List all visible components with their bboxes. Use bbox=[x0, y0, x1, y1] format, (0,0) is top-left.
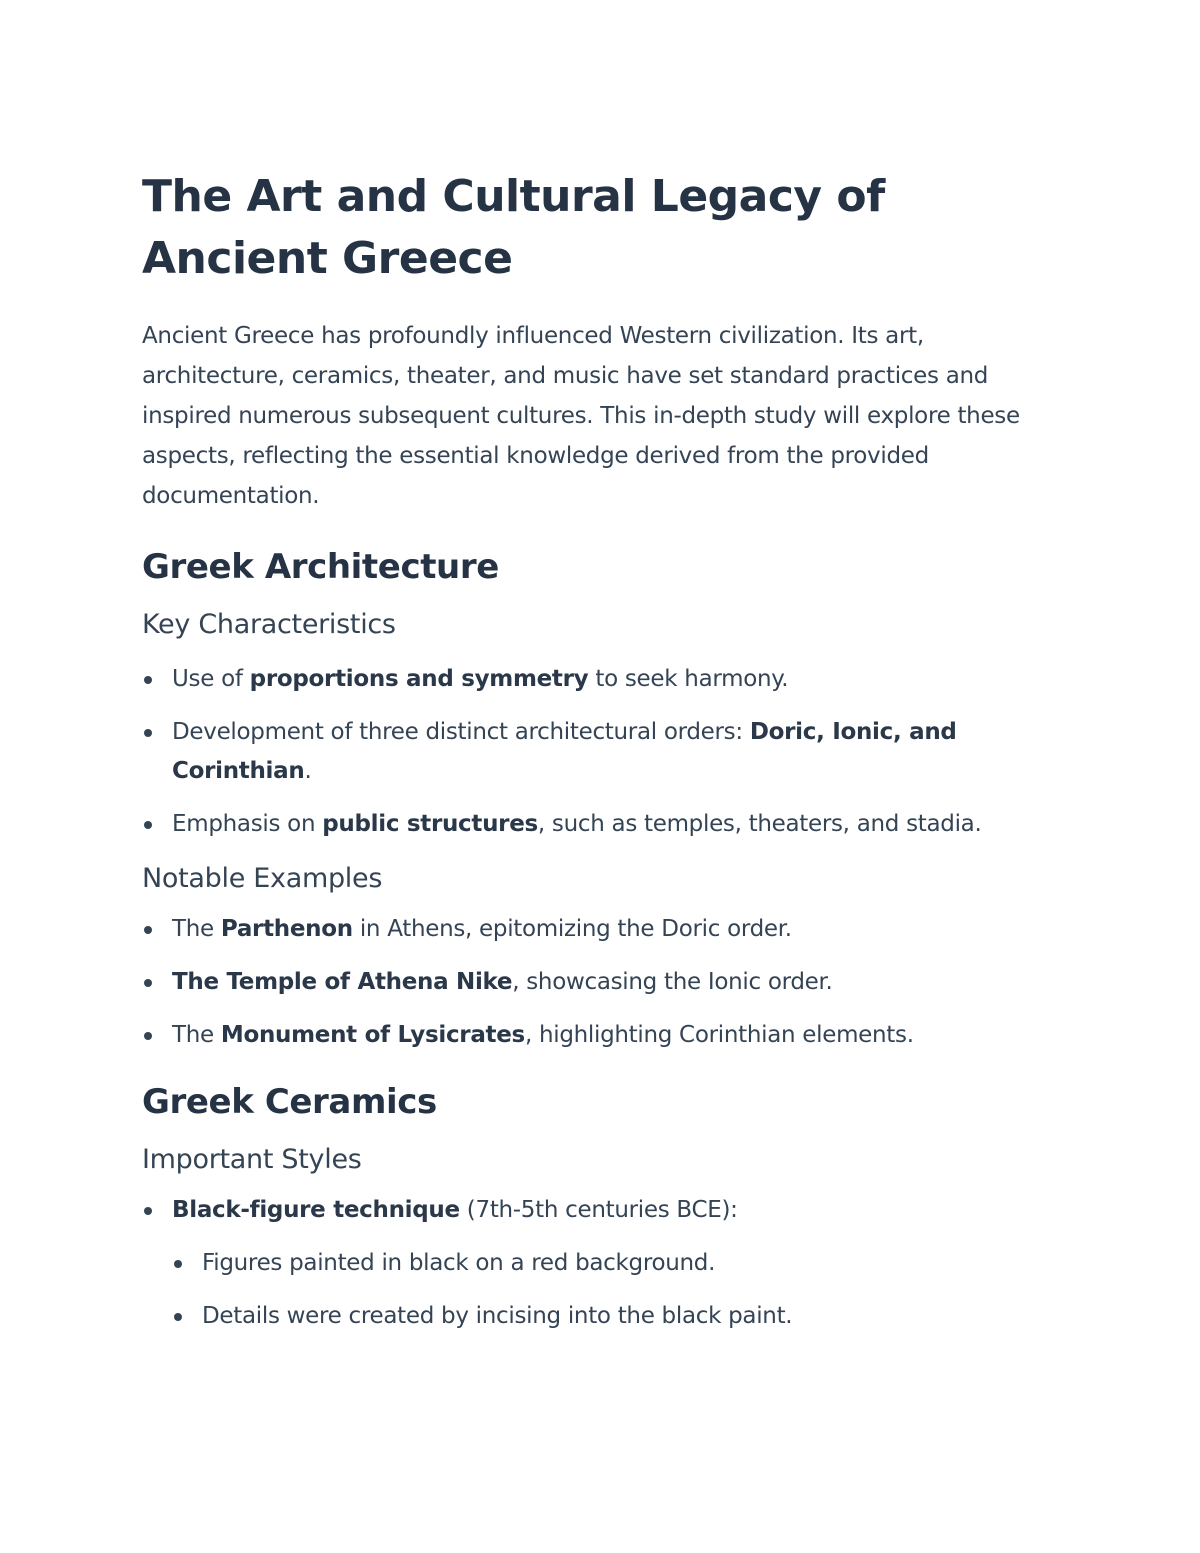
sub-list-item: Details were created by incising into the black paint. bbox=[172, 1297, 1072, 1336]
document-page bbox=[142, 166, 1072, 1336]
bullet-icon bbox=[144, 1032, 152, 1040]
sub-list-item: Figures painted in black on a red background. bbox=[172, 1244, 1072, 1283]
list-item: Use of proportions and symmetry to seek harmony. bbox=[142, 660, 1072, 699]
bullet-icon bbox=[144, 1207, 152, 1215]
bullet-icon bbox=[144, 979, 152, 987]
list-item: Black-figure technique (7th-5th centuries BCE): Figures painted in black on a red background. Details were created by incising into the black paint. bbox=[142, 1191, 1072, 1336]
subheading-notable-examples: Notable Examples bbox=[142, 863, 383, 894]
list-item: The Monument of Lysicrates, highlighting Corinthian elements. bbox=[142, 1016, 1072, 1055]
bullet-icon bbox=[144, 926, 152, 934]
list-item: Emphasis on public structures, such as temples, theaters, and stadia. bbox=[142, 805, 1072, 844]
notable-examples-list bbox=[142, 910, 1072, 1055]
important-styles-list bbox=[142, 1191, 1072, 1336]
key-characteristics-list bbox=[142, 660, 1072, 844]
bullet-icon bbox=[174, 1313, 182, 1321]
bullet-icon bbox=[144, 821, 152, 829]
list-item: Development of three distinct architectural orders: Doric, Ionic, and Corinthian. bbox=[142, 713, 1072, 791]
section-heading-architecture: Greek Architecture bbox=[142, 547, 499, 587]
page-title: The Art and Cultural Legacy of Ancient Greece bbox=[142, 171, 885, 284]
subheading-key-characteristics: Key Characteristics bbox=[142, 609, 396, 640]
list-item: The Parthenon in Athens, epitomizing the Doric order. bbox=[142, 910, 1072, 949]
black-figure-sublist bbox=[172, 1244, 1072, 1336]
bullet-icon bbox=[174, 1260, 182, 1268]
intro-paragraph: Ancient Greece has profoundly influenced Western civilization. Its art, architecture, ceramics, theater, and music have set standard practices and inspired numerous subsequent cultures. This in-depth study will explore these aspects, reflecting the essential knowledge derived from the provided documentation. bbox=[142, 323, 1020, 509]
section-heading-ceramics: Greek Ceramics bbox=[142, 1082, 437, 1122]
list-item: The Temple of Athena Nike, showcasing the Ionic order. bbox=[142, 963, 1072, 1002]
bullet-icon bbox=[144, 676, 152, 684]
bullet-icon bbox=[144, 729, 152, 737]
subheading-important-styles: Important Styles bbox=[142, 1144, 362, 1175]
